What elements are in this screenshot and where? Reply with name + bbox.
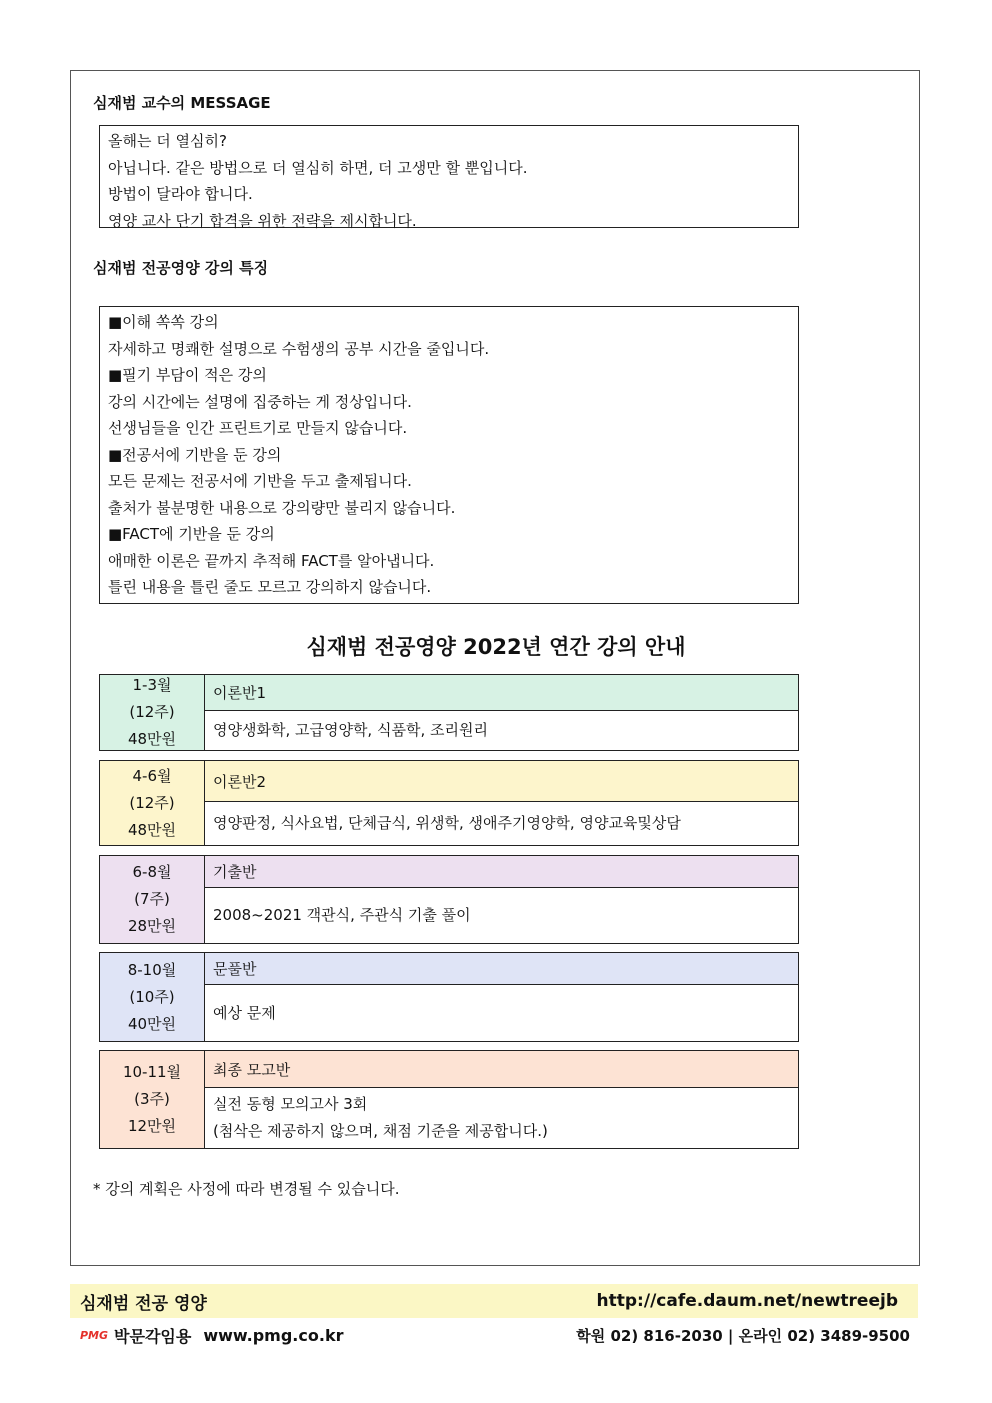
- course-price: 48만원: [127, 820, 177, 839]
- message-box: [99, 125, 799, 228]
- course-weeks: (12주): [129, 793, 175, 812]
- course-name: 이론반2: [205, 761, 798, 802]
- course-period-cell: [100, 953, 205, 1041]
- feature-line: 선생님들을 인간 프린트기로 만들지 않습니다.: [108, 419, 408, 437]
- course-period-cell: [100, 856, 205, 943]
- message-line: 아닙니다. 같은 방법으로 더 열심히 하면, 더 고생만 할 뿐입니다.: [108, 158, 528, 177]
- course-period: 8-10월: [127, 960, 177, 979]
- contact-info: 학원 02) 816-2030 | 온라인 02) 3489-9500: [576, 1327, 910, 1345]
- course-name: 문풀반: [205, 953, 798, 985]
- footer-info: [80, 1324, 910, 1347]
- schedule-title: 심재범 전공영양 2022년 연간 강의 안내: [306, 635, 686, 659]
- course-desc-line: 2008~2021 객관식, 주관식 기출 풀이: [213, 906, 471, 924]
- message-line: 방법이 달라야 합니다.: [108, 185, 253, 203]
- pmg-logo: [80, 1324, 343, 1347]
- feature-heading: ■이해 쏙쏙 강의: [108, 313, 219, 331]
- course-period-cell: [100, 675, 205, 750]
- course-period: 6-8월: [132, 863, 172, 881]
- feature-line: 강의 시간에는 설명에 집중하는 게 정상입니다.: [108, 392, 412, 411]
- feature-heading: ■필기 부담이 적은 강의: [108, 366, 267, 384]
- brand-name: 박문각임용: [114, 1327, 192, 1346]
- feature-line: 틀린 내용을 틀린 줄도 모르고 강의하지 않습니다.: [108, 578, 432, 596]
- feature-heading: ■FACT에 기반을 둔 강의: [108, 525, 275, 543]
- message-line: 영양 교사 단기 합격을 위한 전략을 제시합니다.: [108, 211, 417, 230]
- footer-url-link[interactable]: http://cafe.daum.net/newtreejb: [596, 1291, 898, 1311]
- features-title: 심재범 전공영양 강의 특징: [93, 259, 269, 277]
- pmg-logo-icon: PMG: [80, 1329, 109, 1342]
- course-block: [99, 674, 799, 751]
- course-desc-line: 영양판정, 식사요법, 단체급식, 위생학, 생애주기영양학, 영양교육및상담: [213, 814, 681, 832]
- course-period-cell: [100, 1051, 205, 1148]
- course-period-cell: [100, 761, 205, 845]
- feature-line: 모든 문제는 전공서에 기반을 두고 출제됩니다.: [108, 472, 412, 490]
- course-desc: [205, 985, 798, 1041]
- course-price: 12만원: [127, 1117, 177, 1135]
- site-link[interactable]: www.pmg.co.kr: [203, 1326, 344, 1345]
- message-line: 올해는 더 열심히?: [108, 132, 227, 150]
- course-period: 10-11월: [122, 1063, 182, 1081]
- course-weeks: (12주): [129, 703, 175, 721]
- course-block: [99, 952, 799, 1042]
- course-desc: [205, 888, 798, 943]
- course-desc: [205, 1088, 798, 1148]
- course-desc: [205, 711, 798, 750]
- message-title: 심재범 교수의 MESSAGE: [93, 94, 271, 112]
- footer-bar: [70, 1284, 918, 1318]
- course-name: 기출반: [205, 856, 798, 888]
- footer-title: 심재범 전공 영양: [80, 1293, 207, 1314]
- course-block: [99, 1050, 799, 1149]
- feature-line: 출처가 불분명한 내용으로 강의량만 불리지 않습니다.: [108, 498, 456, 517]
- course-price: 48만원: [127, 730, 177, 748]
- course-desc-line: 예상 문제: [213, 1003, 276, 1022]
- course-period: 1-3월: [132, 676, 172, 694]
- course-desc-line: 실전 동형 모의고사 3회: [213, 1095, 368, 1113]
- course-desc: [205, 802, 798, 845]
- features-box: [99, 306, 799, 604]
- course-weeks: (3주): [134, 1090, 170, 1108]
- course-block: [99, 855, 799, 944]
- feature-heading: ■전공서에 기반을 둔 강의: [108, 445, 282, 464]
- course-price: 40만원: [127, 1014, 177, 1033]
- course-price: 28만원: [127, 917, 177, 935]
- course-name: 이론반1: [205, 675, 798, 711]
- course-weeks: (7주): [134, 890, 170, 908]
- schedule-note: * 강의 계획은 사정에 따라 변경될 수 있습니다.: [93, 1180, 400, 1198]
- feature-line: 애매한 이론은 끝까지 추적해 FACT를 알아냅니다.: [108, 551, 435, 570]
- course-desc-line: 영양생화학, 고급영양학, 식품학, 조리원리: [213, 721, 488, 739]
- course-desc-line: (첨삭은 제공하지 않으며, 채점 기준을 제공합니다.): [213, 1122, 548, 1140]
- feature-line: 자세하고 명쾌한 설명으로 수험생의 공부 시간을 줄입니다.: [108, 339, 490, 358]
- course-block: [99, 760, 799, 846]
- course-weeks: (10주): [129, 987, 175, 1006]
- course-name: 최종 모고반: [205, 1051, 798, 1088]
- course-period: 4-6월: [132, 766, 172, 785]
